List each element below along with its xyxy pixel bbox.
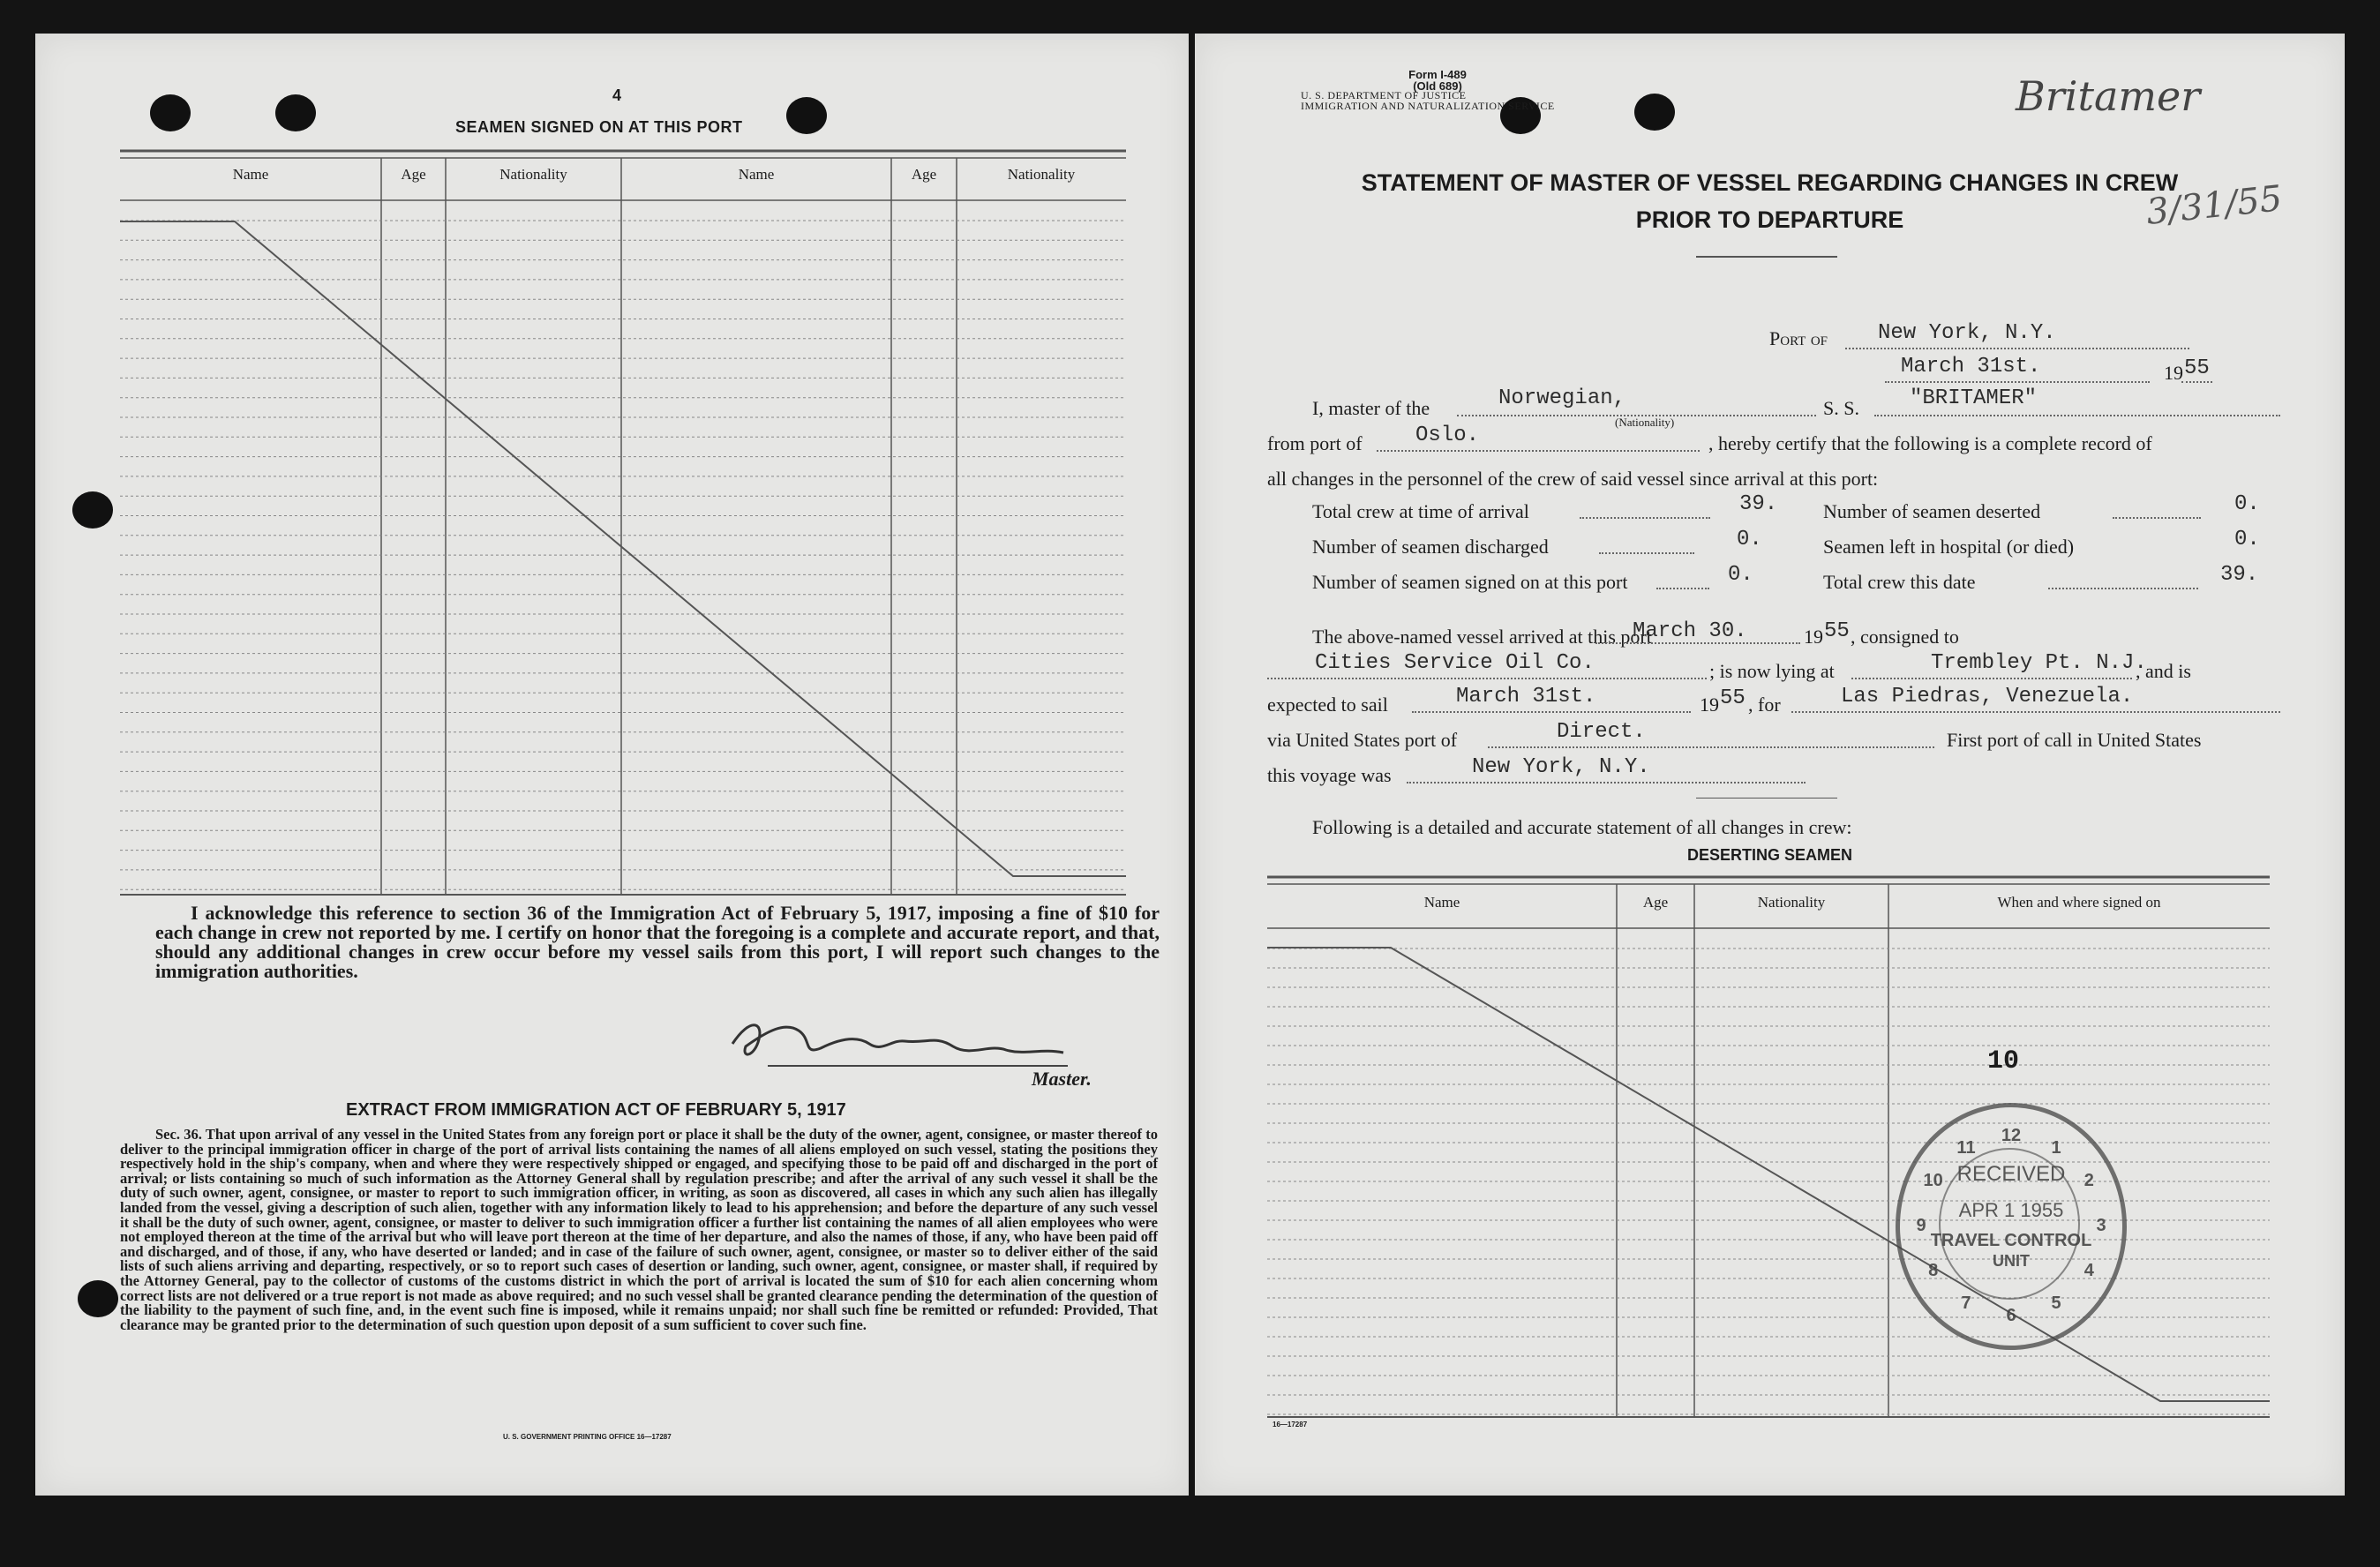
column-header-age: Age	[911, 166, 937, 183]
for-label: , for	[1748, 694, 1781, 716]
consignee-value: Cities Service Oil Co.	[1315, 651, 1595, 675]
column-header-nationality: Nationality	[1757, 894, 1826, 911]
deserted-value: 0.	[2234, 492, 2260, 516]
following-text: Following is a detailed and accurate statement of all changes in crew:	[1312, 816, 1852, 838]
page-number: 4	[612, 86, 622, 104]
voyage-value: New York, N.Y.	[1472, 755, 1650, 779]
signed-on-value: 0.	[1728, 563, 1753, 587]
handwritten-date: 3/31/55	[2144, 178, 2285, 233]
signed-on-label: Number of seamen signed on at this port	[1312, 571, 1628, 593]
seamen-signed-on-heading: SEAMEN SIGNED ON AT THIS PORT	[455, 118, 743, 136]
total-crew-arrival-value: 39.	[1739, 492, 1778, 516]
first-port-label: First port of call in United States	[1947, 729, 2202, 751]
stamp-ring-number: 5	[2051, 1293, 2061, 1314]
column-header-name: Name	[232, 166, 269, 183]
from-port-value: Oslo.	[1415, 424, 1480, 447]
stamp-ring-number: 6	[2006, 1306, 2016, 1325]
printer-line: U. S. GOVERNMENT PRINTING OFFICE 16—17287	[503, 1433, 672, 1441]
arrived-value: March 30.	[1633, 619, 1747, 643]
discharged-label: Number of seamen discharged	[1312, 536, 1549, 558]
nationality-caption: (Nationality)	[1615, 416, 1675, 429]
column-header-name: Name	[738, 166, 775, 183]
expected-year-value: 55	[1720, 686, 1746, 710]
cancellation-line	[120, 221, 1126, 876]
service-name: IMMIGRATION AND NATURALIZATION SERVICE	[1301, 100, 1555, 112]
year-prefix: 19	[2164, 362, 2183, 384]
column-header-nationality: Nationality	[499, 166, 567, 183]
lying-value: Trembley Pt. N.J.	[1931, 651, 2147, 675]
form-title-line2: PRIOR TO DEPARTURE	[1635, 206, 1904, 233]
ss-label: S. S.	[1823, 397, 1859, 419]
deserting-table-grid	[1195, 34, 2345, 1445]
stamp-ring-number: 8	[1928, 1261, 1939, 1280]
stamp-ring-number: 2	[2083, 1171, 2094, 1190]
certify-text: , hereby certify that the following is a complete record of	[1708, 432, 2152, 454]
expected-year-prefix: 19	[1700, 694, 1719, 716]
destination-value: Las Piedras, Venezuela.	[1841, 685, 2134, 709]
department-name: U. S. DEPARTMENT OF JUSTICE	[1301, 89, 1467, 101]
column-header-when-where: When and where signed on	[1997, 894, 2161, 911]
punch-hole	[78, 1280, 118, 1317]
total-crew-arrival-label: Total crew at time of arrival	[1312, 500, 1529, 522]
total-crew-date-label: Total crew this date	[1823, 571, 1976, 593]
stamp-ring-number: 7	[1961, 1293, 1971, 1314]
stamp-ring-number: 1	[2051, 1137, 2061, 1158]
printer-line: 16—17287	[1273, 1421, 1308, 1428]
handwritten-ship-name: Britamer	[2016, 72, 2201, 120]
master-of-label: I, master of the	[1312, 397, 1430, 419]
stamp-ring-number: 12	[2001, 1126, 2022, 1145]
expected-value: March 31st.	[1456, 685, 1596, 709]
certify-text-2: all changes in the personnel of the crew of said vessel since arrival at this port:	[1267, 468, 1879, 490]
total-crew-date-value: 39.	[2220, 563, 2259, 587]
stamp-ring-number: 3	[2096, 1216, 2106, 1235]
year-value: 55	[2184, 356, 2210, 380]
stamp-ring-number: 9	[1916, 1216, 1926, 1235]
date-value: March 31st.	[1901, 355, 2041, 379]
expected-label: expected to sail	[1267, 694, 1388, 716]
stamp-ring-number: 10	[1923, 1171, 1943, 1190]
consigned-label: , consigned to	[1851, 626, 1959, 648]
stamp-ring-number: 4	[2083, 1261, 2094, 1280]
left-page	[35, 34, 1189, 1496]
bold-number: 10	[1987, 1046, 2020, 1076]
master-label: Master.	[1032, 1068, 1092, 1090]
and-is-label: , and is	[2136, 660, 2191, 682]
deserting-seamen-heading: DESERTING SEAMEN	[1686, 846, 1853, 864]
extract-text: Sec. 36. That upon arrival of any vessel in the United States from any foreign port or place it shall be the duty of the owner, agent, consignee, or master thereof to deliver to the principal immigration officer in charge of the port of arrival lists containing the names of all aliens employed on such vessel, stating the positions they respectively hold in the ship's company, when and where they were respectively shipped or engaged, and specifying those to be paid off and discharged in the port of arrival; or lists containing so much of such information as the Attorney General shall by regulation prescribe; and after the arrival of any such vessel it shall be the duty of such owner, agent, consignee, or master to report to such immigration officer, in writing, as soon as discovered, all cases in which any such alien has illegally landed from the vessel, giving a description of such alien, together with any information likely to lead to his apprehension; and before the departure of any such vessel it shall be the duty of such owner, agent, consignee, or master to deliver to such immigration officer a further list containing the names of all alien employees who were not employed thereon at the time of the arrival but who will leave port thereon at the time of her departure, and also the names of those, if any, who have been paid off and discharged, and of those, if any, who have deserted or landed; and in case of the failure of such owner, agent, consignee, or master so to deliver either of the said lists of such aliens arriving and departing, respectively, or so to report such cases of desertion or landing, such owner, agent, consignee, or master shall, if required by the Attorney General, pay to the collector of customs of the customs district in which the port of arrival is located the sum of $10 for each alien concerning whom correct lists are not delivered or a true report is not made as above required; and no such vessel shall be granted clearance pending the determination of the question of the liability to the payment of such fine, and, in the event such fine is imposed, while it remains unpaid; nor shall such fine be remitted or refunded: Provided, That clearance may be granted prior to the determination of such question upon deposit of a sum sufficient to cover such fine.	[120, 1126, 1158, 1333]
arrived-year-prefix: 19	[1804, 626, 1823, 648]
port-label: Port of	[1769, 327, 1828, 349]
form-old-number: (Old 689)	[1413, 79, 1462, 93]
voyage-label: this voyage was	[1267, 764, 1392, 786]
deserted-label: Number of seamen deserted	[1823, 500, 2041, 522]
right-page	[1195, 34, 2345, 1496]
column-header-age: Age	[401, 166, 426, 183]
via-label: via United States port of	[1267, 729, 1458, 751]
received-stamp-travel-control: RECEIVED APR 1 1955 TRAVEL CONTROL UNIT 12 1 2 3 4 5 6 7 8 9 10 11	[1896, 1103, 2127, 1350]
hospital-label: Seamen left in hospital (or died)	[1823, 536, 2075, 558]
ship-name-value: "BRITAMER"	[1910, 386, 2038, 410]
column-header-name: Name	[1423, 894, 1460, 911]
form-number: Form I-489	[1408, 68, 1467, 81]
arrived-year-value: 55	[1824, 619, 1850, 643]
discharged-value: 0.	[1737, 528, 1762, 551]
form-title-line1: STATEMENT OF MASTER OF VESSEL REGARDING CHANGES IN CREW	[1361, 169, 2179, 196]
port-value: New York, N.Y.	[1878, 321, 2056, 345]
stamp-ring-number: 11	[1956, 1137, 1976, 1158]
from-port-label: from port of	[1267, 432, 1363, 454]
via-value: Direct.	[1557, 720, 1646, 744]
nationality-value: Norwegian,	[1498, 386, 1626, 410]
column-header-age: Age	[1642, 894, 1669, 911]
column-header-nationality: Nationality	[1007, 166, 1076, 183]
extract-title: EXTRACT FROM IMMIGRATION ACT OF FEBRUARY 5, 1917	[346, 1100, 846, 1120]
lying-label: ; is now lying at	[1709, 660, 1835, 682]
master-signature	[715, 1004, 1085, 1075]
acknowledgement-text: I acknowledge this reference to section 36 of the Immigration Act of February 5, 1917, imposing a fine of $10 for each change in crew not reported by me. I certify on honor that the foregoing is a complete and accurate report, and that, should any additional changes in crew occur before my vessel sails from this port, I will report such changes to the immigration authorities.	[155, 902, 1160, 982]
arrived-label: The above-named vessel arrived at this port	[1312, 626, 1652, 648]
hospital-value: 0.	[2234, 528, 2260, 551]
